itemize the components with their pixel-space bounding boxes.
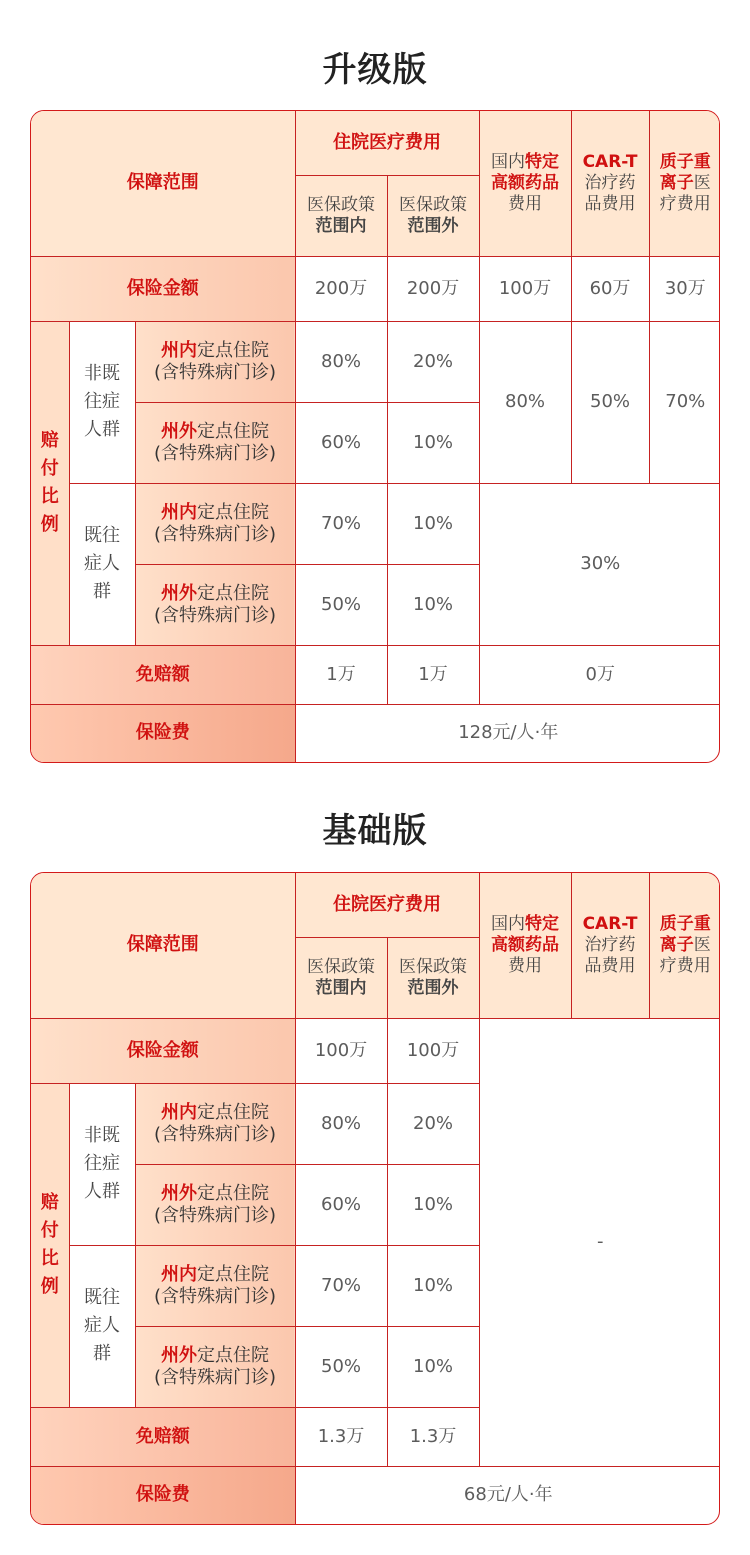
out-state-hospital: 州外定点住院 (含特殊病门诊) xyxy=(135,564,295,645)
in-policy-header: 医保政策 范围内 xyxy=(295,937,387,1018)
ratio-label: 赔付比例 xyxy=(31,1083,69,1407)
amount-label: 保险金额 xyxy=(31,256,295,321)
in-policy-header: 医保政策 范围内 xyxy=(295,175,387,256)
deductible-value: 1.3万 xyxy=(387,1407,479,1466)
ratio-value: 10% xyxy=(387,564,479,645)
ratio-value: 80% xyxy=(295,321,387,402)
preexisting-group: 既往症人群 xyxy=(69,483,135,645)
out-state-hospital: 州外定点住院 (含特殊病门诊) xyxy=(135,402,295,483)
in-state-hospital: 州内定点住院 (含特殊病门诊) xyxy=(135,1245,295,1326)
upgraded-plan-title: 升级版 xyxy=(322,50,428,90)
deductible-label: 免赔额 xyxy=(31,1407,295,1466)
out-state-hospital: 州外定点住院 (含特殊病门诊) xyxy=(135,1164,295,1245)
coverage-header: 保障范围 xyxy=(31,873,295,1018)
ratio-value: 30% xyxy=(479,483,720,645)
inpatient-header: 住院医疗费用 xyxy=(295,111,479,175)
preexisting-group: 既往症人群 xyxy=(69,1245,135,1407)
ratio-label: 赔付比例 xyxy=(31,321,69,645)
ratio-value: 70% xyxy=(649,321,720,483)
amount-value: 60万 xyxy=(571,256,649,321)
non-preexisting-group: 非既往症人群 xyxy=(69,321,135,483)
deductible-value: 1万 xyxy=(295,645,387,704)
car-t-header: CAR-T 治疗药 品费用 xyxy=(571,873,649,1018)
ratio-value: 10% xyxy=(387,402,479,483)
in-state-hospital: 州内定点住院 (含特殊病门诊) xyxy=(135,1083,295,1164)
deductible-label: 免赔额 xyxy=(31,645,295,704)
ratio-value: 20% xyxy=(387,1083,479,1164)
ratio-value: 60% xyxy=(295,402,387,483)
amount-label: 保险金额 xyxy=(31,1018,295,1083)
ratio-value: 10% xyxy=(387,1245,479,1326)
proton-header: 质子重 离子医 疗费用 xyxy=(649,873,720,1018)
ratio-value: 20% xyxy=(387,321,479,402)
premium-label: 保险费 xyxy=(31,704,295,762)
non-preexisting-group: 非既往症人群 xyxy=(69,1083,135,1245)
in-state-hospital: 州内定点住院 (含特殊病门诊) xyxy=(135,483,295,564)
amount-value: 100万 xyxy=(479,256,571,321)
amount-value: 30万 xyxy=(649,256,720,321)
not-covered-value: - xyxy=(479,1018,720,1466)
out-policy-header: 医保政策 范围外 xyxy=(387,937,479,1018)
special-drug-header: 国内特定 高额药品 费用 xyxy=(479,873,571,1018)
ratio-value: 70% xyxy=(295,1245,387,1326)
ratio-value: 10% xyxy=(387,1326,479,1407)
amount-value: 200万 xyxy=(387,256,479,321)
ratio-value: 10% xyxy=(387,483,479,564)
special-drug-header: 国内特定 高额药品 费用 xyxy=(479,111,571,256)
ratio-value: 50% xyxy=(295,564,387,645)
ratio-value: 60% xyxy=(295,1164,387,1245)
basic-plan-table xyxy=(30,872,720,1525)
inpatient-header: 住院医疗费用 xyxy=(295,873,479,937)
ratio-value: 80% xyxy=(479,321,571,483)
car-t-header: CAR-T 治疗药 品费用 xyxy=(571,111,649,256)
in-state-hospital: 州内定点住院 (含特殊病门诊) xyxy=(135,321,295,402)
deductible-value: 1万 xyxy=(387,645,479,704)
proton-header: 质子重 离子医 疗费用 xyxy=(649,111,720,256)
ratio-value: 10% xyxy=(387,1164,479,1245)
ratio-value: 80% xyxy=(295,1083,387,1164)
ratio-value: 70% xyxy=(295,483,387,564)
premium-value: 128元/人·年 xyxy=(295,704,720,762)
ratio-value: 50% xyxy=(295,1326,387,1407)
premium-value: 68元/人·年 xyxy=(295,1466,720,1524)
upgraded-plan-table xyxy=(30,110,720,763)
premium-label: 保险费 xyxy=(31,1466,295,1524)
out-policy-header: 医保政策 范围外 xyxy=(387,175,479,256)
deductible-value: 1.3万 xyxy=(295,1407,387,1466)
amount-value: 200万 xyxy=(295,256,387,321)
basic-plan-title: 基础版 xyxy=(322,811,428,851)
out-state-hospital: 州外定点住院 (含特殊病门诊) xyxy=(135,1326,295,1407)
ratio-value: 50% xyxy=(571,321,649,483)
coverage-header: 保障范围 xyxy=(31,111,295,256)
amount-value: 100万 xyxy=(295,1018,387,1083)
deductible-value: 0万 xyxy=(479,645,720,704)
amount-value: 100万 xyxy=(387,1018,479,1083)
